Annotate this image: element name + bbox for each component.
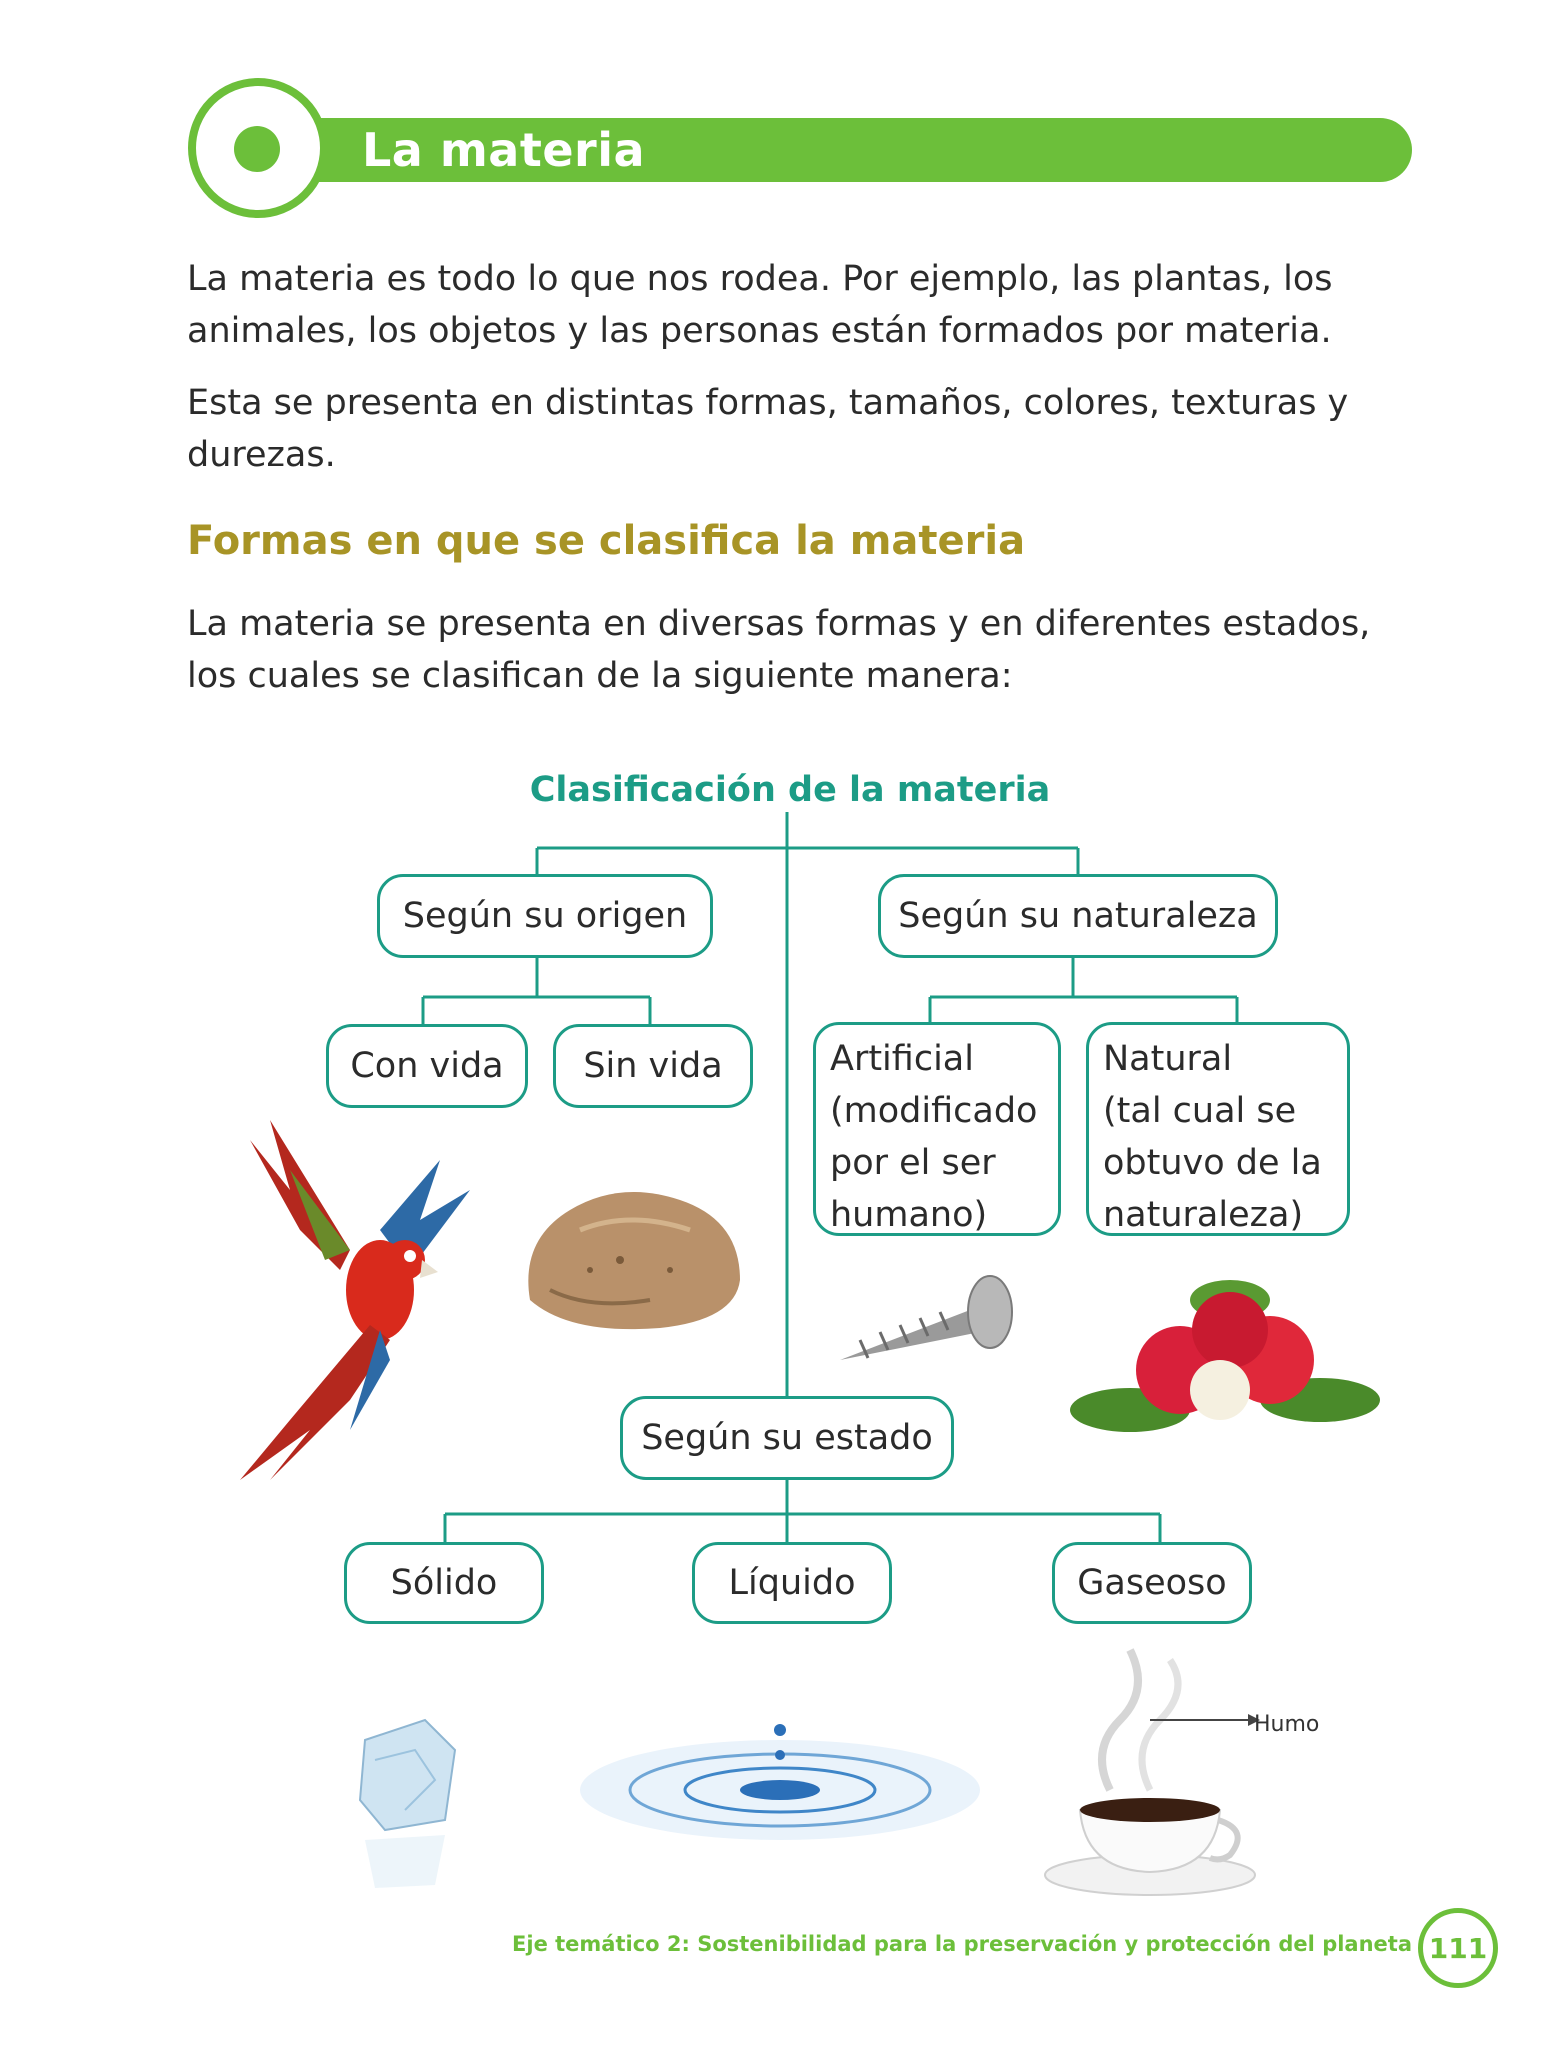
natural-line: obtuvo de la: [1103, 1143, 1322, 1183]
section-paragraph: La materia se presenta en diversas formas y en diferentes estados, los cuales se clasifican de la siguiente manera:: [187, 604, 1371, 696]
box-gas: Gaseoso: [1052, 1542, 1252, 1624]
diagram-title: Clasificación de la materia: [529, 770, 1051, 810]
water-ripple-illustration: [570, 1700, 990, 1850]
coffee-cup-illustration: [1040, 1640, 1260, 1900]
intro-paragraph-2: Esta se presenta en distintas formas, tamaños, colores, texturas y durezas.: [187, 383, 1349, 475]
natural-line: (tal cual se: [1103, 1091, 1297, 1131]
box-origin: Según su origen: [377, 874, 713, 958]
section-heading: Formas en que se clasifica la materia: [187, 518, 1026, 564]
smoke-arrow-icon: [1150, 1710, 1260, 1730]
screw-illustration: [830, 1270, 1030, 1380]
natural-line: naturaleza): [1103, 1195, 1304, 1235]
ice-cube-illustration: [355, 1710, 465, 1890]
intro-paragraph-1: La materia es todo lo que nos rodea. Por ejemplo, las plantas, los animales, los objetos y las personas están formados por materia.: [187, 259, 1333, 351]
artificial-line: Artificial: [830, 1039, 974, 1079]
box-artificial: [813, 1022, 1061, 1236]
page-number: 111: [1418, 1908, 1498, 1988]
smoke-label: Humo: [1254, 1712, 1320, 1737]
box-solid: Sólido: [344, 1542, 544, 1624]
rambutan-illustration: [1070, 1260, 1380, 1460]
artificial-line: (modificado: [830, 1091, 1038, 1131]
box-liquid: Líquido: [692, 1542, 892, 1624]
footer-text: Eje temático 2: Sostenibilidad para la preservación y protección del planeta: [512, 1932, 1412, 1956]
box-state: Según su estado: [620, 1396, 954, 1480]
artificial-line: humano): [830, 1195, 988, 1235]
box-alive: Con vida: [326, 1024, 528, 1108]
box-nature: Según su naturaleza: [878, 874, 1278, 958]
parrot-illustration: [230, 1110, 490, 1490]
box-not-alive: Sin vida: [553, 1024, 753, 1108]
page-title: La materia: [362, 123, 646, 177]
box-natural: [1086, 1022, 1350, 1236]
artificial-line: por el ser: [830, 1143, 996, 1183]
rock-illustration: [510, 1170, 750, 1340]
natural-line: Natural: [1103, 1039, 1233, 1079]
